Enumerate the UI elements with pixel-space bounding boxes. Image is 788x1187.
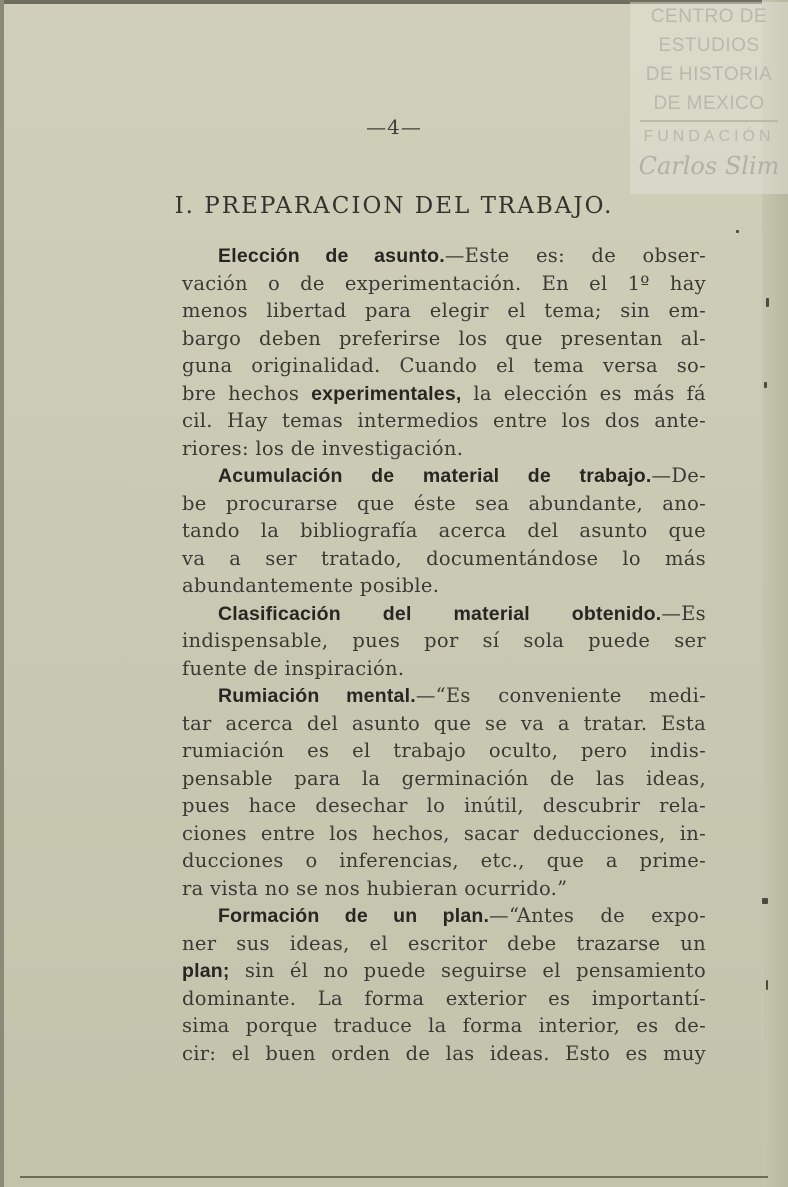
line-text: ra vista no se nos hubieran ocurrido.”: [182, 876, 568, 900]
line-text: cil. Hay temas intermedios entre los dos ante-: [182, 409, 706, 432]
paper-speck: [736, 230, 739, 233]
line-text: tar acerca del asunto que se va a tratar. Esta: [182, 711, 706, 735]
text-line: [182, 572, 706, 600]
text-line: [182, 545, 706, 573]
text-line: [182, 902, 706, 930]
watermark-line: DE HISTORIA: [645, 64, 773, 85]
text-line: [182, 737, 706, 765]
text-line: [182, 352, 706, 380]
text-line: [182, 380, 706, 408]
paper-speck: [764, 382, 767, 388]
line-text: ner sus ideas, el escritor debe trazarse un: [182, 931, 706, 955]
line-text: —“Antes de expo-: [489, 904, 706, 927]
line-text: sima porque traduce la forma interior, es de-: [182, 1014, 706, 1037]
line-text: bargo deben preferirse los que presentan al-: [182, 326, 706, 350]
line-text: sin él no puede seguirse el pensamiento: [229, 959, 706, 982]
text-line: [182, 792, 706, 820]
text-line: [182, 820, 706, 848]
line-text: indispensable, pues por sí sola puede ser: [182, 629, 706, 652]
section-heading: experimentales,: [311, 382, 462, 405]
text-line: [182, 462, 706, 490]
text-line: [182, 1040, 706, 1068]
text-line: [182, 627, 706, 655]
line-text: —Es: [661, 601, 706, 625]
line-text: tando la bibliografía acerca del asunto que: [182, 519, 706, 542]
body-text: [182, 242, 706, 1067]
text-line: [182, 957, 706, 985]
archive-watermark: [630, 2, 788, 194]
text-line: [182, 517, 706, 545]
text-line: [182, 985, 706, 1013]
page-bottom-edge: [20, 1176, 768, 1178]
line-text: abundantemente posible.: [182, 574, 440, 597]
line-text: ducciones o inferencias, etc., que a prime-: [182, 849, 706, 872]
line-text: —De-: [651, 464, 706, 487]
line-text: pues hace desechar lo inútil, descubrir rela-: [182, 794, 706, 817]
line-text: riores: los de investigación.: [182, 436, 464, 460]
section-heading: plan;: [182, 960, 230, 982]
line-text: bre hechos: [182, 381, 312, 405]
text-line: [182, 875, 706, 903]
text-line: [182, 682, 706, 710]
section-heading: Rumiación mental.: [218, 685, 416, 707]
text-line: [182, 407, 706, 435]
line-text: vación o de experimentación. En el 1º hay: [182, 271, 706, 295]
line-text: dominante. La forma exterior es importantí-: [182, 986, 706, 1010]
watermark-signature: Carlos Slim: [638, 152, 780, 180]
page-left-edge: [0, 0, 4, 1187]
line-text: la elección es más fá: [461, 381, 706, 405]
line-text: va a ser tratado, documentándose lo más: [182, 546, 706, 570]
section-heading: Acumulación de material de trabajo.: [218, 465, 652, 487]
line-text: menos libertad para elegir el tema; sin em-: [182, 299, 706, 322]
paper-speck: [766, 980, 768, 990]
text-line: [182, 435, 706, 463]
text-line: [182, 490, 706, 518]
text-line: [182, 847, 706, 875]
text-line: [182, 600, 706, 628]
chapter-title: [0, 193, 788, 219]
line-text: —“Es conveniente medi-: [415, 684, 706, 707]
line-text: ciones entre los hechos, sacar deducciones, in-: [182, 821, 706, 845]
chapter-title-text: I. PREPARACION DEL TRABAJO.: [174, 193, 614, 219]
text-line: [182, 297, 706, 325]
line-text: fuente de inspiración.: [182, 656, 405, 680]
text-line: [182, 270, 706, 298]
watermark-line: CENTRO DE: [650, 6, 768, 27]
section-heading: Elección de asunto.: [218, 245, 445, 267]
text-line: [182, 710, 706, 738]
line-text: pensable para la germinación de las ideas,: [182, 766, 706, 790]
line-text: guna originalidad. Cuando el tema versa so-: [182, 354, 706, 377]
line-text: be procurarse que éste sea abundante, ano-: [182, 491, 706, 515]
text-line: [182, 1012, 706, 1040]
text-line: [182, 765, 706, 793]
text-line: [182, 930, 706, 958]
line-text: rumiación es el trabajo oculto, pero indis-: [182, 739, 706, 762]
line-text: cir: el buen orden de las ideas. Esto es muy: [182, 1041, 706, 1065]
page-number: —4—: [366, 115, 422, 139]
watermark-line: DE MEXICO: [653, 93, 765, 114]
watermark-line: ESTUDIOS: [658, 35, 760, 56]
text-line: [182, 325, 706, 353]
section-heading: Formación de un plan.: [218, 905, 490, 927]
watermark-foundation: FUNDACIÓN: [643, 128, 775, 145]
text-line: [182, 655, 706, 683]
paper-speck: [762, 898, 768, 904]
line-text: —Este es: de obser-: [444, 244, 706, 267]
paper-speck: [766, 298, 769, 307]
text-line: [182, 242, 706, 270]
section-heading: Clasificación del material obtenido.: [218, 602, 662, 625]
